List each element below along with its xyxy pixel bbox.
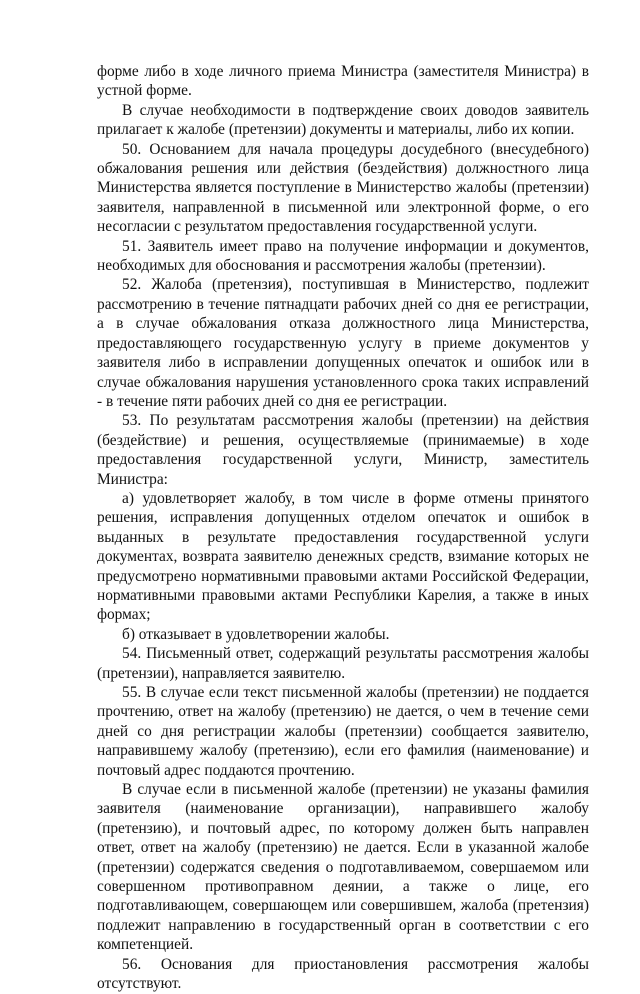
paragraph-55-continued: В случае если в письменной жалобе (претензии) не указаны фамилия заявителя (наименование организации), направившего жалобу (претензию), и почтовый адрес, по которому должен быть направлен ответ, ответ на жалобу (претензию) не дается. Если в указанной жалобе (претензии) содержатся сведения о подготавливаемом, совершаемом или совершенном противоправном деянии, а также о лице, его подготавливающем, совершающем или совершившем, жалоба (претензия) подлежит направлению в государственный орган в соответствии с его компетенцией. — [97, 781, 589, 954]
paragraph-50: 50. Основанием для начала процедуры досудебного (внесудебного) обжалования решения или действия (бездействия) должностного лица Министерства является поступление в Министерство жалобы (претензии) заявителя, направленной в письменной или электронной форме, о его несогласии с результатом предоставления государственной услуги. — [97, 140, 589, 236]
paragraph-52: 52. Жалоба (претензия), поступившая в Министерство, подлежит рассмотрению в течение пятнадцати рабочих дней со дня ее регистрации, а в случае обжалования отказа должностного лица Министерства, предоставляющего государственную услугу в приеме документов у заявителя либо в исправлении допущенных опечаток и ошибок или в случае обжалования нарушения установленного срока таких исправлений - в течение пяти рабочих дней со дня ее регистрации. — [97, 276, 589, 410]
document-body — [97, 62, 589, 994]
paragraph-51: 51. Заявитель имеет право на получение информации и документов, необходимых для обоснования и рассмотрения жалобы (претензии). — [97, 237, 589, 275]
paragraph-55: 55. В случае если текст письменной жалобы (претензии) не поддается прочтению, ответ на жалобу (претензию) не дается, о чем в течение семи дней со дня регистрации жалобы (претензии) сообщается заявителю, направившему жалобу (претензию), если его фамилия (наименование) и почтовый адрес поддаются прочтению. — [97, 684, 589, 779]
paragraph-supporting-documents: В случае необходимости в подтверждение своих доводов заявитель прилагает к жалобе (претензии) документы и материалы, либо их копии. — [97, 101, 589, 139]
paragraph-53: 53. По результатам рассмотрения жалобы (претензии) на действия (бездействие) и решения, осуществляемые (принимаемые) в ходе предоставления государственной услуги, Министр, заместитель Министра: — [97, 412, 589, 488]
paragraph-53-a: а) удовлетворяет жалобу, в том числе в форме отмены принятого решения, исправления допущенных отделом опечаток и ошибок в выданных в результате предоставления государственной услуги документах, возврата заявителю денежных средств, взимание которых не предусмотрено нормативными правовыми актами Российской Федерации, нормативными правовыми актами Республики Карелия, а также в иных формах; — [97, 489, 589, 624]
paragraph-53-b: б) отказывает в удовлетворении жалобы. — [122, 625, 390, 643]
paragraph-56: 56. Основания для приостановления рассмотрения жалобы отсутствуют. — [97, 955, 589, 993]
paragraph-54: 54. Письменный ответ, содержащий результаты рассмотрения жалобы (претензии), направляется заявителю. — [97, 645, 589, 682]
paragraph-continuation: форме либо в ходе личного приема Министра (заместителя Министра) в устной форме. — [97, 63, 589, 100]
